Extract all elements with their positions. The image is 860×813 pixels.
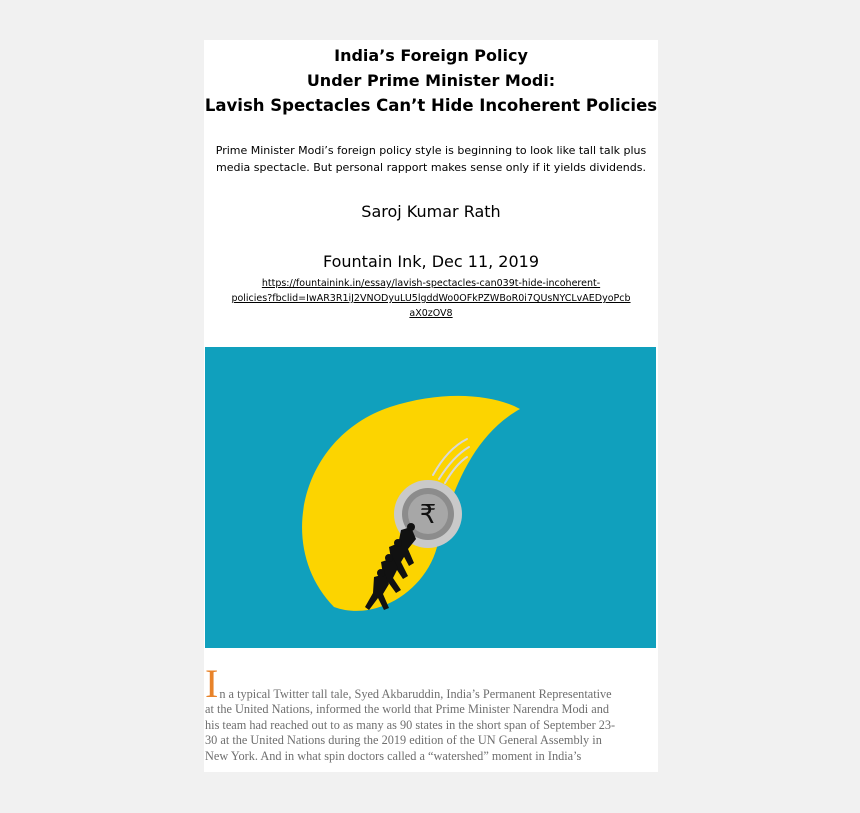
summary-line-2: media spectacle. But personal rapport makes sense only if it yields dividends. <box>216 161 646 174</box>
body-line-5: New York. And in what spin doctors called a “watershed” moment in India’s <box>205 748 582 763</box>
article-illustration <box>205 347 656 648</box>
coin-symbol: ₹ <box>419 500 437 530</box>
publication-line: Fountain Ink, Dec 11, 2019 <box>322 252 540 271</box>
link-line-3[interactable]: aX0zOV8 <box>409 308 453 319</box>
body-line-4: 30 at the United Nations during the 2019 edition of the UN General Assembly in <box>205 733 602 748</box>
summary-line-1: Prime Minister Modi’s foreign policy style is beginning to look like tall talk plus <box>215 144 647 157</box>
document-page <box>204 40 658 772</box>
link-line-1[interactable]: https://fountainink.in/essay/lavish-spectacles-can039t-hide-incoherent- <box>261 278 601 289</box>
body-line-3: his team had reached out to as many as 90 states in the short span of September 23- <box>205 717 616 732</box>
summary <box>206 142 656 176</box>
link-line-2[interactable]: policies?fbclid=IwAR3R1iJ2VNODyuLU5lgddWo0OFkPZWBoR0i7QUsNYCLvAEDyoPcb <box>231 293 631 304</box>
body-line-1: n a typical Twitter tall tale, Syed Akbaruddin, India’s Permanent Representative <box>219 687 612 701</box>
body-line-2: at the United Nations, informed the world that Prime Minister Narendra Modi and <box>205 702 609 717</box>
author-name: Saroj Kumar Rath <box>361 202 501 221</box>
title-line-1: India’s Foreign Policy <box>334 46 528 65</box>
drop-cap: I <box>205 661 219 706</box>
title-line-2: Under Prime Minister Modi: <box>306 71 556 90</box>
title-line-3: Lavish Spectacles Can’t Hide Incoherent Policies <box>204 96 658 115</box>
article-body <box>205 661 657 764</box>
article-link[interactable] <box>206 276 656 321</box>
